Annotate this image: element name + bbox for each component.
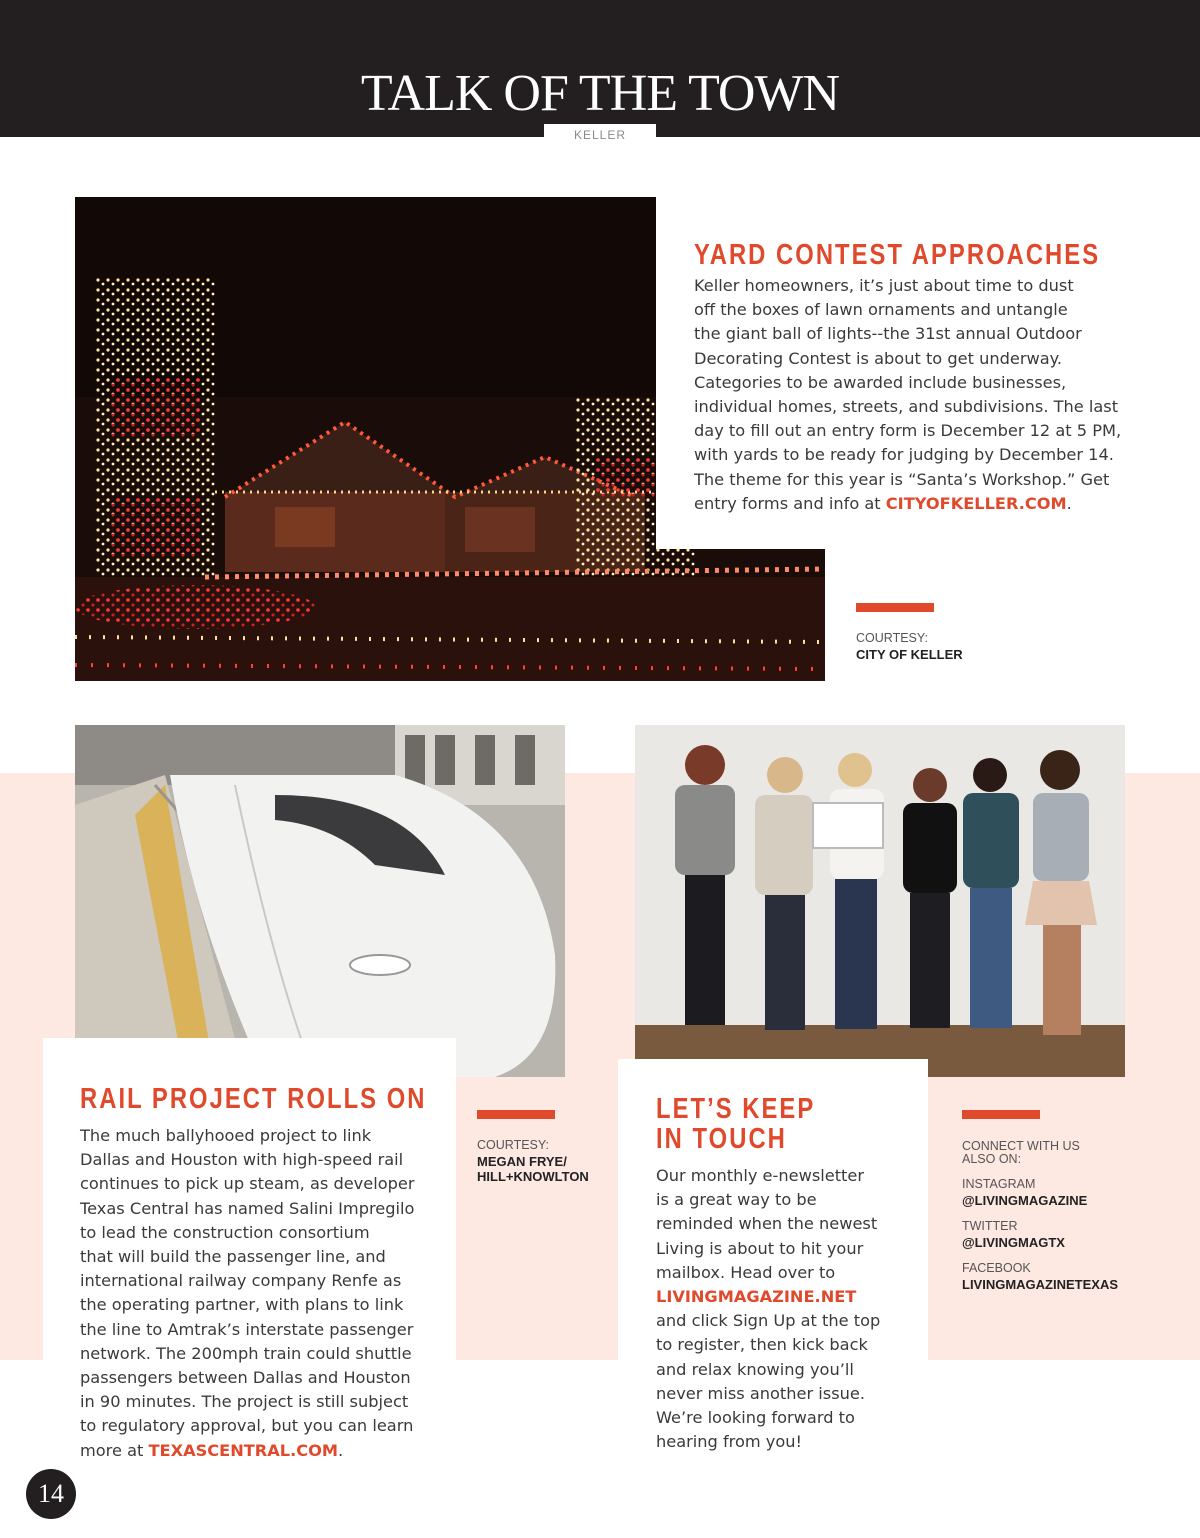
connect-label: ALSO ON: [962,1152,1022,1166]
body-line: international railway company Renfe as [80,1271,402,1291]
body-line: the line to Amtrak’s interstate passenger [80,1319,414,1339]
rail-courtesy [477,1139,589,1184]
body-line: the giant ball of lights--the 31st annual Outdoor [694,324,1082,344]
body-line: The theme for this year is “Santa’s Workshop.” Get [694,469,1110,489]
body-line: off the boxes of lawn ornaments and untangle [694,300,1068,320]
body-line [80,1439,450,1463]
rail-article-content [80,1084,450,1463]
body-line: with yards to be ready for judging by December 14. [694,445,1114,465]
body-line: reminded when the newest [656,1214,878,1234]
social-links [962,1140,1182,1292]
body-line: We’re looking forward to [656,1408,855,1428]
body-line: day to fill out an entry form is December 12 at 5 PM, [694,421,1122,441]
yard-body [694,274,1174,516]
cityofkeller-link[interactable]: CITYOFKELLER.COM [885,493,1067,513]
touch-article-content [656,1094,926,1454]
body-line: passengers between Dallas and Houston [80,1368,411,1388]
section-tab: KELLER [544,124,656,146]
body-line: Keller homeowners, it’s just about time to dust [694,276,1074,295]
courtesy-name: CITY OF KELLER [856,647,963,662]
body-line: network. The 200mph train could shuttle [80,1343,412,1363]
yard-article-content [694,240,1174,516]
body-line: Categories to be awarded include businesses, [694,372,1067,392]
body-line: Texas Central has named Salini Impregilo [80,1198,415,1218]
body-line: Decorating Contest is about to get underway. [694,348,1063,368]
body-line: individual homes, streets, and subdivisions. The last [694,397,1119,417]
social-accent-bar [962,1110,1040,1119]
livingmagazine-link[interactable]: LIVINGMAGAZINE.NET [656,1287,857,1307]
body-line: Dallas and Houston with high-speed rail [80,1150,404,1170]
body-line [694,492,1174,516]
body-line: is a great way to be [656,1190,817,1210]
body-line: and click Sign Up at the top [656,1311,881,1331]
body-text-span: . [1066,493,1072,513]
rail-accent-bar [477,1110,555,1119]
social-label: FACEBOOK [962,1261,1031,1275]
social-twitter [962,1220,1182,1250]
body-line: mailbox. Head over to [656,1262,836,1282]
yard-courtesy [856,632,963,662]
body-line: Our monthly e-newsletter [656,1166,865,1185]
body-line: never miss another issue. [656,1383,866,1403]
body-text-span: more at [80,1440,149,1460]
touch-headline-1: LET’S KEEP [656,1093,816,1125]
body-line: to lead the construction consortium [80,1222,370,1242]
twitter-handle[interactable]: @LIVINGMAGTX [962,1235,1065,1250]
rail-body [80,1124,450,1463]
social-facebook [962,1262,1182,1292]
body-line: in 90 minutes. The project is still subject [80,1392,409,1412]
texascentral-link[interactable]: TEXASCENTRAL.COM [148,1440,338,1460]
social-label: TWITTER [962,1219,1018,1233]
body-line: and relax knowing you’ll [656,1359,854,1379]
social-instagram [962,1178,1182,1208]
connect-label: CONNECT WITH US [962,1139,1080,1153]
masthead [0,0,1200,137]
body-text-span: entry forms and info at [694,493,886,513]
train-photo [75,725,565,1077]
body-text-span: . [338,1440,344,1460]
body-line: Living is about to hit your [656,1238,864,1258]
page-title: TALK OF THE TOWN [360,65,840,122]
body-line: The much ballyhooed project to link [80,1126,372,1145]
touch-headline-2: IN TOUCH [656,1123,787,1155]
courtesy-label: COURTESY: [856,631,929,645]
yard-accent-bar [856,603,934,612]
social-label: INSTAGRAM [962,1177,1036,1191]
rail-headline: RAIL PROJECT ROLLS ON [80,1083,427,1115]
touch-body [656,1164,926,1454]
instagram-handle[interactable]: @LIVINGMAGAZINE [962,1193,1088,1208]
body-line: the operating partner, with plans to link [80,1295,404,1315]
body-line: hearing from you! [656,1432,803,1452]
body-line: to regulatory approval, but you can learn [80,1416,414,1436]
body-line: to register, then kick back [656,1335,868,1355]
courtesy-name: MEGAN FRYE/ [477,1154,567,1169]
courtesy-name: HILL+KNOWLTON [477,1169,589,1184]
yard-headline: YARD CONTEST APPROACHES [694,239,1101,271]
body-line: continues to pick up steam, as developer [80,1174,415,1194]
page-number: 14 [26,1469,76,1519]
women-photo [635,725,1125,1077]
courtesy-label: COURTESY: [477,1138,550,1152]
facebook-handle[interactable]: LIVINGMAGAZINETEXAS [962,1277,1119,1292]
body-line: that will build the passenger line, and [80,1247,386,1267]
